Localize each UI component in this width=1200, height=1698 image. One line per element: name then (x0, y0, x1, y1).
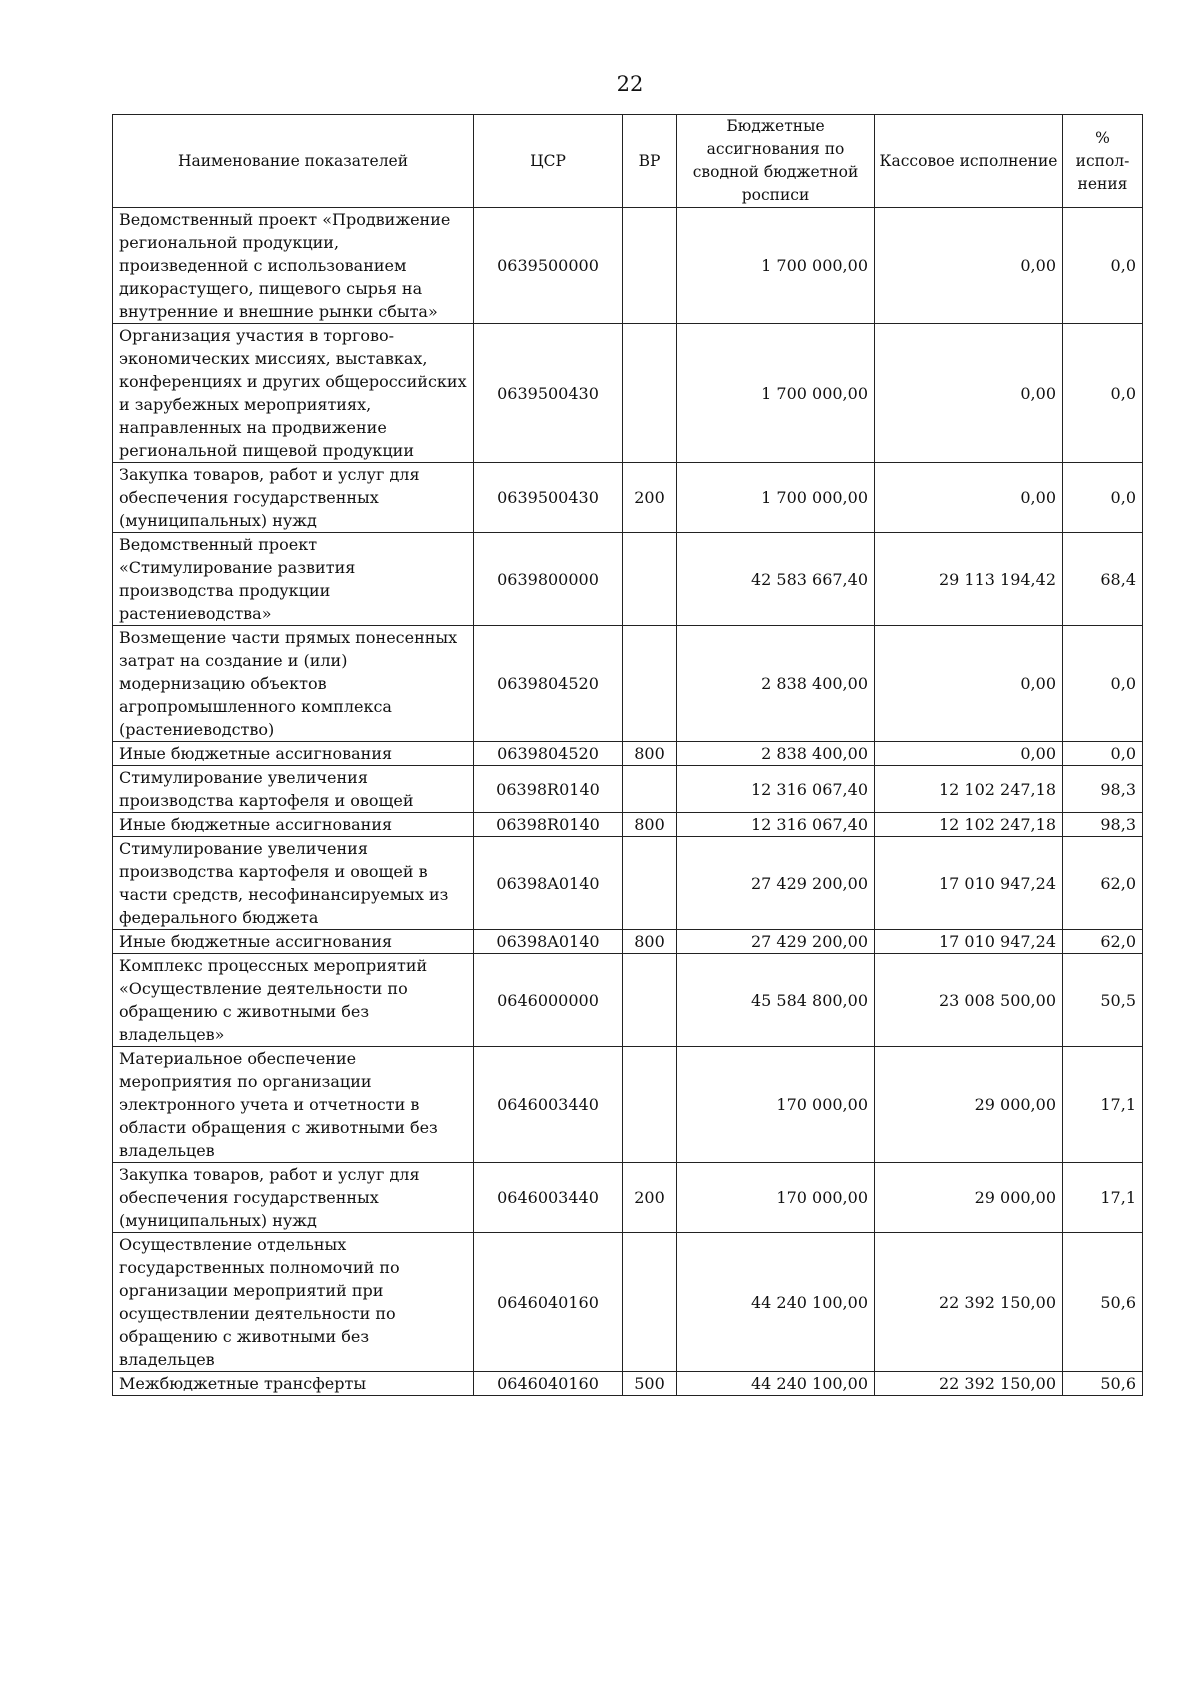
row-vr: 200 (623, 1163, 677, 1233)
row-csr: 0639804520 (474, 742, 623, 766)
row-vr: 800 (623, 742, 677, 766)
table-row (113, 324, 1143, 463)
table-row (113, 742, 1143, 766)
row-percent: 0,0 (1063, 742, 1143, 766)
row-cash: 0,00 (875, 626, 1063, 742)
row-vr (623, 533, 677, 626)
row-name: Межбюджетные трансферты (113, 1372, 474, 1396)
row-csr: 0639804520 (474, 626, 623, 742)
row-cash: 29 000,00 (875, 1047, 1063, 1163)
header-csr: ЦСР (474, 115, 623, 208)
row-csr: 0639500430 (474, 324, 623, 463)
row-budget: 12 316 067,40 (677, 813, 875, 837)
row-percent: 62,0 (1063, 930, 1143, 954)
table-row (113, 208, 1143, 324)
row-budget: 2 838 400,00 (677, 742, 875, 766)
row-percent: 0,0 (1063, 463, 1143, 533)
row-name: Стимулирование увеличения производства картофеля и овощей в части средств, несофинансируемых из федерального бюджета (113, 837, 474, 930)
row-budget: 12 316 067,40 (677, 766, 875, 813)
row-percent: 0,0 (1063, 324, 1143, 463)
row-cash: 0,00 (875, 324, 1063, 463)
row-cash: 0,00 (875, 208, 1063, 324)
row-name: Материальное обеспечение мероприятия по организации электронного учета и отчетности в области обращения с животными без владельцев (113, 1047, 474, 1163)
row-budget: 1 700 000,00 (677, 208, 875, 324)
row-vr: 800 (623, 930, 677, 954)
row-cash: 29 000,00 (875, 1163, 1063, 1233)
table-row (113, 813, 1143, 837)
row-name: Иные бюджетные ассигнования (113, 813, 474, 837)
table-row (113, 1163, 1143, 1233)
row-csr: 0639800000 (474, 533, 623, 626)
row-budget: 27 429 200,00 (677, 837, 875, 930)
row-name: Иные бюджетные ассигнования (113, 742, 474, 766)
header-name: Наименование показателей (113, 115, 474, 208)
row-cash: 12 102 247,18 (875, 813, 1063, 837)
row-csr: 06398R0140 (474, 766, 623, 813)
row-cash: 29 113 194,42 (875, 533, 1063, 626)
row-budget: 44 240 100,00 (677, 1372, 875, 1396)
table-row (113, 930, 1143, 954)
row-percent: 17,1 (1063, 1163, 1143, 1233)
row-budget: 45 584 800,00 (677, 954, 875, 1047)
header-percent: % испол-нения (1063, 115, 1143, 208)
row-percent: 50,6 (1063, 1372, 1143, 1396)
row-csr: 0646040160 (474, 1372, 623, 1396)
row-vr: 500 (623, 1372, 677, 1396)
row-cash: 0,00 (875, 742, 1063, 766)
row-name: Иные бюджетные ассигнования (113, 930, 474, 954)
row-percent: 98,3 (1063, 766, 1143, 813)
row-name: Закупка товаров, работ и услуг для обеспечения государственных (муниципальных) нужд (113, 1163, 474, 1233)
row-csr: 0646003440 (474, 1163, 623, 1233)
row-csr: 0639500000 (474, 208, 623, 324)
row-cash: 17 010 947,24 (875, 930, 1063, 954)
row-vr (623, 1233, 677, 1372)
row-name: Комплекс процессных мероприятий «Осуществление деятельности по обращению с животными без владельцев» (113, 954, 474, 1047)
row-budget: 44 240 100,00 (677, 1233, 875, 1372)
row-name: Стимулирование увеличения производства картофеля и овощей (113, 766, 474, 813)
row-budget: 1 700 000,00 (677, 324, 875, 463)
row-percent: 50,5 (1063, 954, 1143, 1047)
budget-execution-table (112, 114, 1143, 1396)
row-vr (623, 626, 677, 742)
row-percent: 68,4 (1063, 533, 1143, 626)
row-csr: 06398A0140 (474, 837, 623, 930)
row-csr: 0646040160 (474, 1233, 623, 1372)
table-row (113, 533, 1143, 626)
row-cash: 22 392 150,00 (875, 1372, 1063, 1396)
table-row (113, 1233, 1143, 1372)
row-name: Ведомственный проект «Стимулирование развития производства продукции растениеводства» (113, 533, 474, 626)
row-percent: 0,0 (1063, 208, 1143, 324)
row-percent: 50,6 (1063, 1233, 1143, 1372)
table-row (113, 954, 1143, 1047)
row-vr (623, 324, 677, 463)
row-vr: 800 (623, 813, 677, 837)
header-cash: Кассовое исполнение (875, 115, 1063, 208)
row-name: Закупка товаров, работ и услуг для обеспечения государственных (муниципальных) нужд (113, 463, 474, 533)
row-csr: 06398A0140 (474, 930, 623, 954)
row-vr (623, 208, 677, 324)
row-vr (623, 766, 677, 813)
row-cash: 17 010 947,24 (875, 837, 1063, 930)
table-header-row (113, 115, 1143, 208)
row-percent: 98,3 (1063, 813, 1143, 837)
row-vr (623, 954, 677, 1047)
row-budget: 1 700 000,00 (677, 463, 875, 533)
row-percent: 62,0 (1063, 837, 1143, 930)
row-cash: 12 102 247,18 (875, 766, 1063, 813)
row-budget: 170 000,00 (677, 1163, 875, 1233)
row-cash: 23 008 500,00 (875, 954, 1063, 1047)
row-csr: 0646003440 (474, 1047, 623, 1163)
header-budget: Бюджетные ассигнования по сводной бюджетной росписи (677, 115, 875, 208)
row-csr: 06398R0140 (474, 813, 623, 837)
header-vr: ВР (623, 115, 677, 208)
row-name: Организация участия в торгово-экономических миссиях, выставках, конференциях и других общероссийских и зарубежных мероприятиях, направленных на продвижение региональной пищевой продукции (113, 324, 474, 463)
table-row (113, 1372, 1143, 1396)
page-number: 22 (616, 72, 644, 96)
row-cash: 0,00 (875, 463, 1063, 533)
row-percent: 0,0 (1063, 626, 1143, 742)
row-csr: 0646000000 (474, 954, 623, 1047)
table-row (113, 1047, 1143, 1163)
table-row (113, 626, 1143, 742)
row-vr (623, 837, 677, 930)
row-vr (623, 1047, 677, 1163)
table-row (113, 766, 1143, 813)
row-name: Возмещение части прямых понесенных затрат на создание и (или) модернизацию объектов агропромышленного комплекса (растениеводство) (113, 626, 474, 742)
row-percent: 17,1 (1063, 1047, 1143, 1163)
table-row (113, 837, 1143, 930)
row-csr: 0639500430 (474, 463, 623, 533)
table-row (113, 463, 1143, 533)
row-budget: 170 000,00 (677, 1047, 875, 1163)
row-name: Ведомственный проект «Продвижение региональной продукции, произведенной с использованием дикорастущего, пищевого сырья на внутренние и внешние рынки сбыта» (113, 208, 474, 324)
row-name: Осуществление отдельных государственных полномочий по организации мероприятий при осуществлении деятельности по обращению с животными без владельцев (113, 1233, 474, 1372)
row-budget: 42 583 667,40 (677, 533, 875, 626)
row-vr: 200 (623, 463, 677, 533)
row-budget: 2 838 400,00 (677, 626, 875, 742)
row-budget: 27 429 200,00 (677, 930, 875, 954)
row-cash: 22 392 150,00 (875, 1233, 1063, 1372)
